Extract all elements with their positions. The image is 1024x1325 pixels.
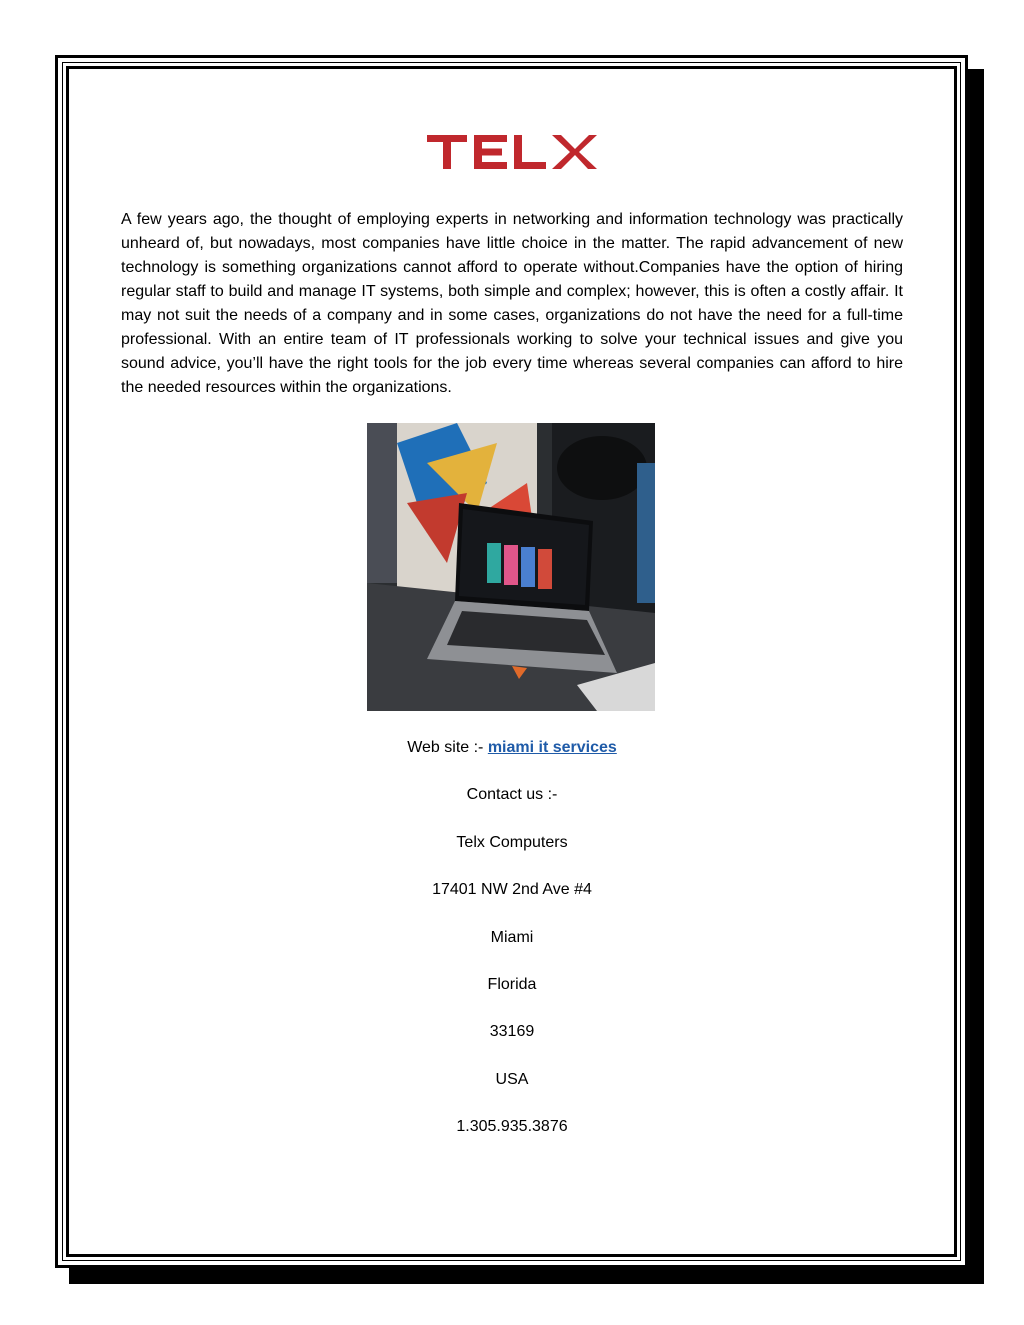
state: Florida (487, 975, 537, 993)
laptop-photo (367, 423, 655, 711)
contact-block (0, 735, 1024, 1162)
website-line (0, 735, 1024, 782)
phone-number: 1.305.935.3876 (456, 1118, 568, 1136)
logo-glyphs (427, 135, 597, 169)
zip-code: 33169 (489, 1023, 535, 1041)
company-name: Telx Computers (456, 833, 568, 851)
city: Miami (490, 928, 534, 946)
website-label: Web site :- (407, 739, 488, 756)
country: USA (495, 1070, 529, 1088)
telx-logo (427, 132, 597, 172)
street-address: 17401 NW 2nd Ave #4 (432, 881, 592, 899)
contact-label: Contact us :- (466, 786, 558, 804)
website-link[interactable]: miami it services (487, 739, 617, 756)
intro-paragraph: A few years ago, the thought of employing experts in networking and information technology was practically unheard of, but nowadays, most companies have little choice in the matter. The rapid advancement of new technology is something organizations cannot afford to operate without.Companies have the option of hiring regular staff to build and manage IT systems, both simple and complex; however, this is often a costly affair. It may not suit the needs of a company and in some cases, organizations do not have the need for a full-time professional. With an entire team of IT professionals working to solve your technical issues and give you sound advice, you’ll have the right tools for the job every time whereas several companies can afford to hire the needed resources within the organizations. (121, 211, 903, 396)
